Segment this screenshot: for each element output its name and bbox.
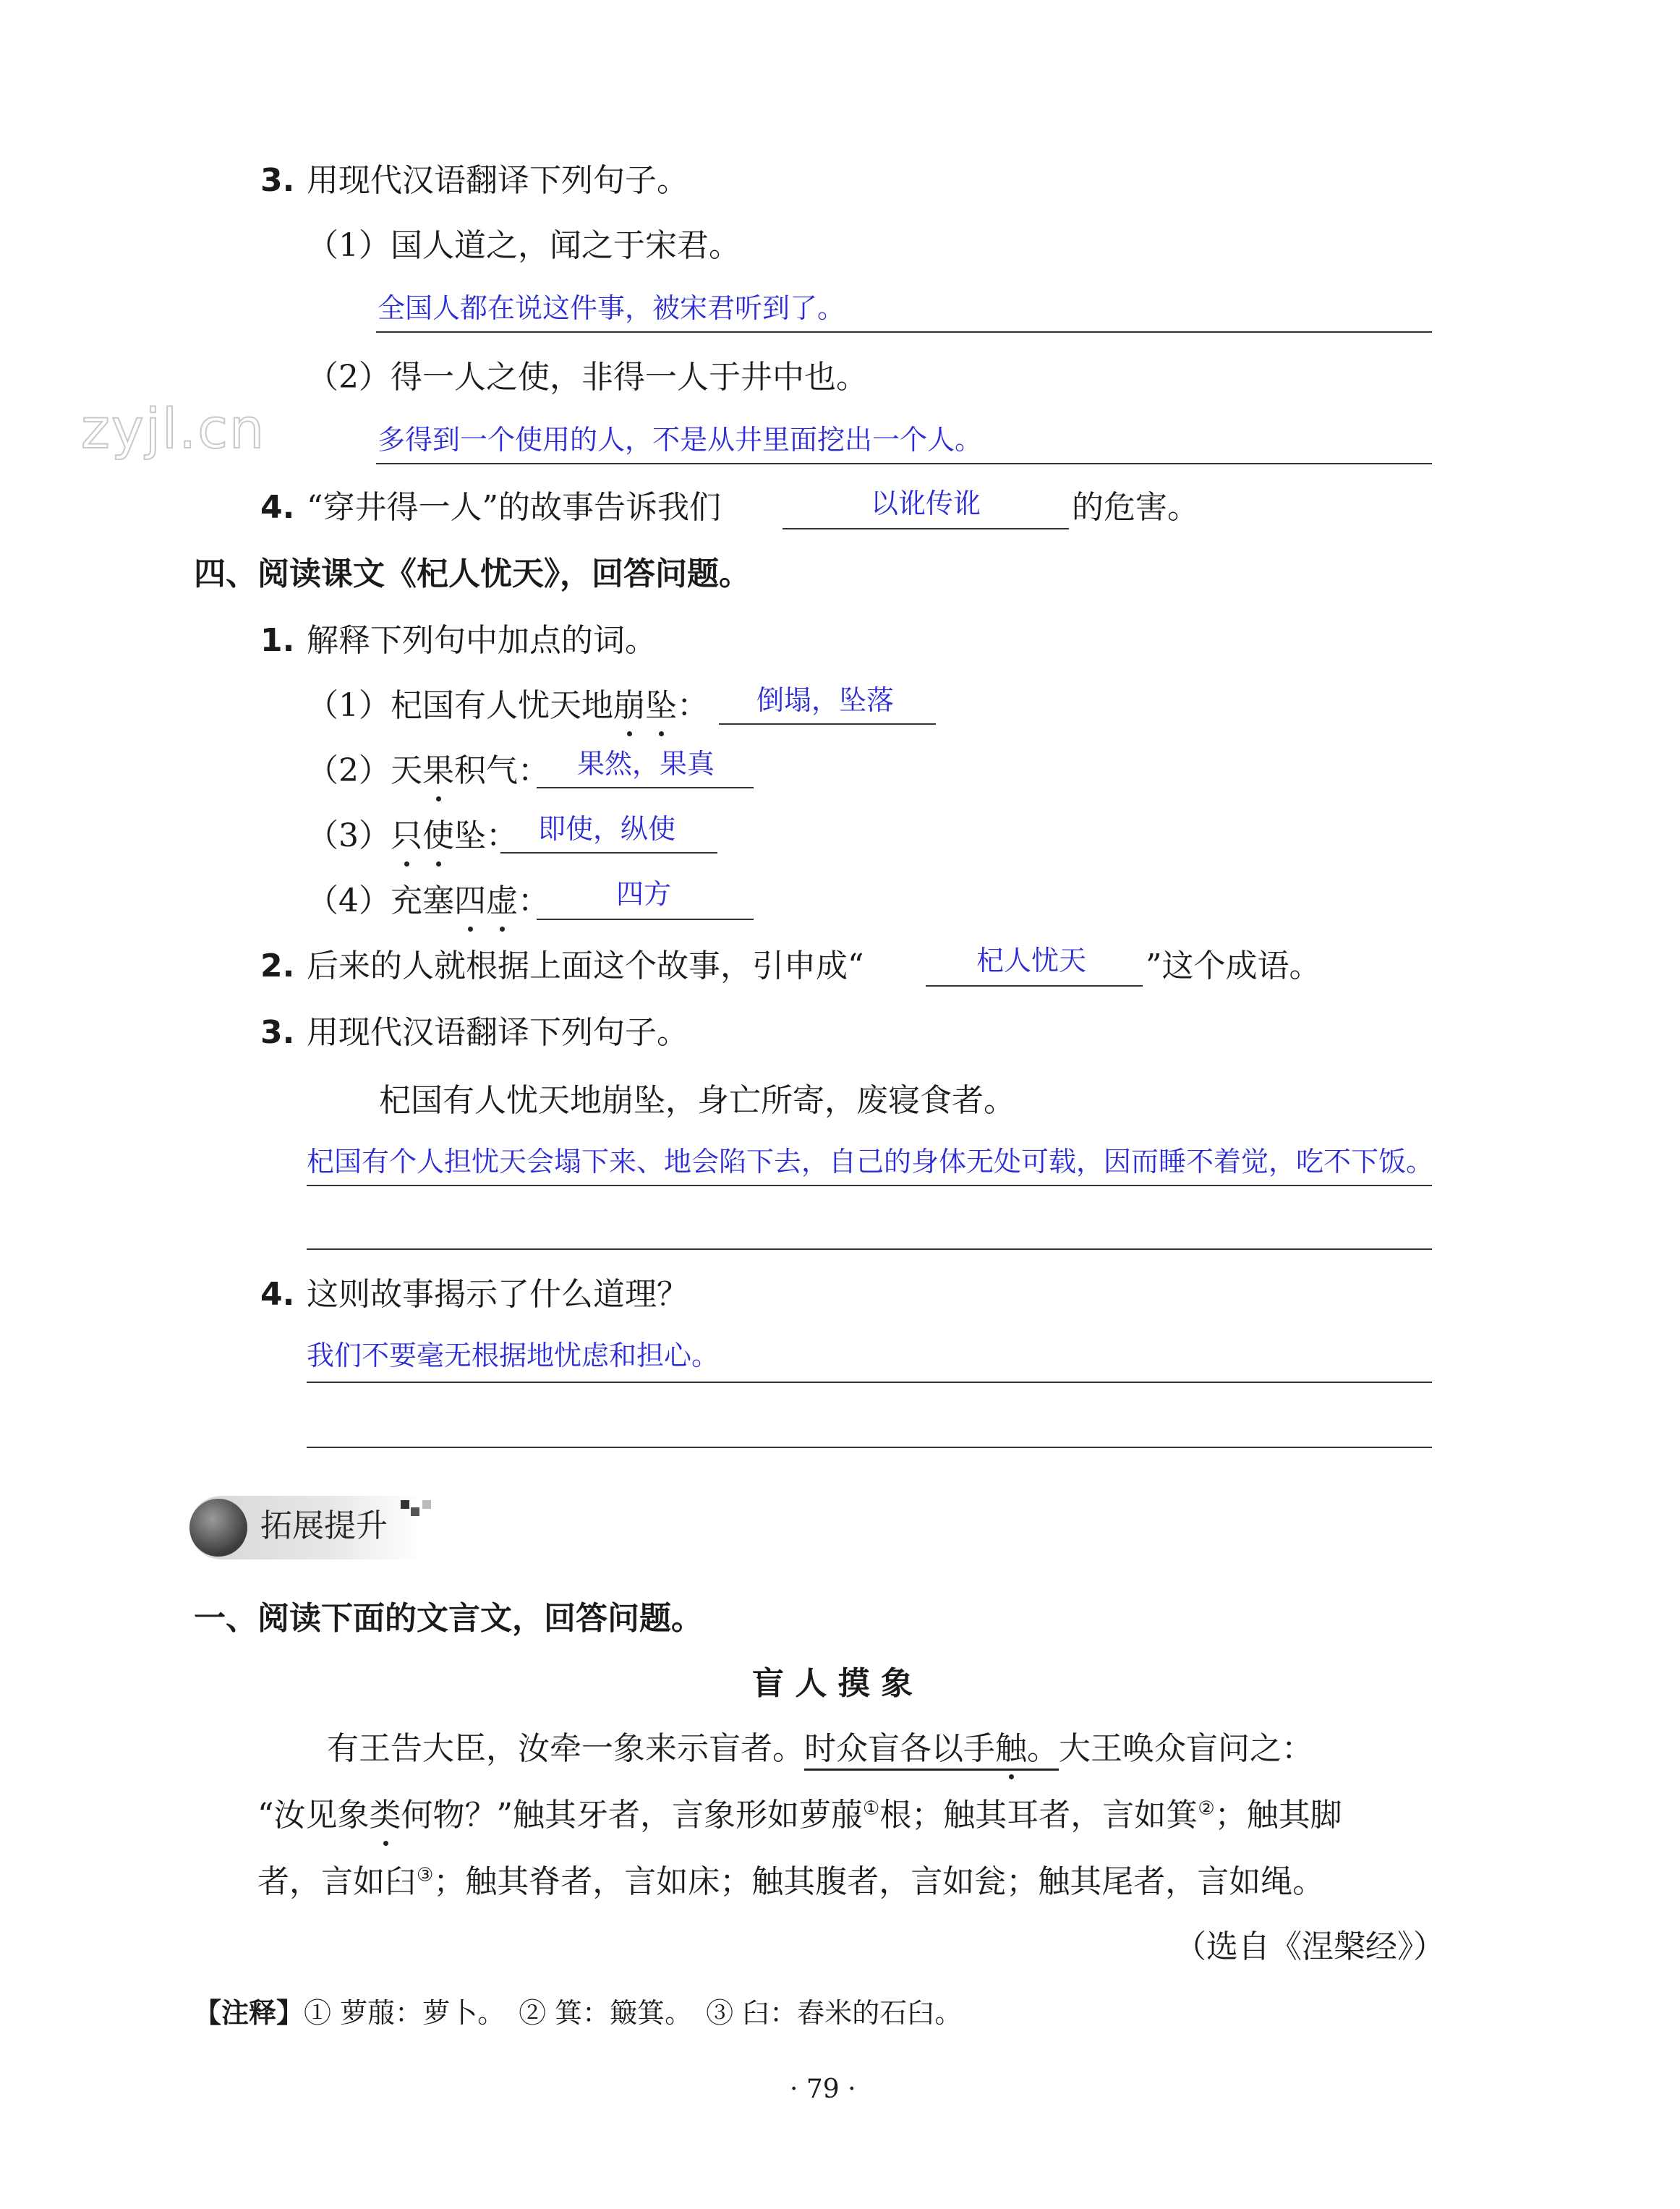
s4-item-2: （2）天果积气： xyxy=(307,751,550,791)
s4-q4-number: 4. xyxy=(260,1276,295,1313)
q4-before: “穿井得一人”的故事告诉我们 xyxy=(307,489,721,526)
watermark: zyjl.cn xyxy=(81,396,266,461)
s4-q2-answer: 杞人忧天 xyxy=(976,945,1087,976)
answer-line xyxy=(926,985,1143,987)
q3-2-answer: 多得到一个使用的人，不是从井里面挖出一个人。 xyxy=(378,424,983,456)
s4-item-2-answer: 果然，果真 xyxy=(577,748,715,780)
q4-after: 的危害。 xyxy=(1072,489,1199,526)
passage-title: 盲 人 摸 象 xyxy=(752,1665,913,1702)
answer-line xyxy=(500,852,717,854)
answer-line xyxy=(307,1185,1432,1186)
answer-line xyxy=(783,528,1069,529)
badge-label: 拓展提升 xyxy=(260,1507,388,1544)
s4-item-1-answer: 倒塌，坠落 xyxy=(756,684,895,716)
s4-item-4-answer: 四方 xyxy=(616,878,672,910)
answer-line xyxy=(376,463,1432,464)
answer-line xyxy=(719,723,936,725)
answer-line xyxy=(537,787,754,788)
s4-q4-text: 这则故事揭示了什么道理？ xyxy=(307,1276,688,1313)
answer-line xyxy=(307,1382,1432,1383)
s4-q3-sentence: 杞国有人忧天地崩坠，身亡所寄，废寝食者。 xyxy=(379,1082,1015,1119)
s4-q3-text: 用现代汉语翻译下列句子。 xyxy=(307,1014,688,1051)
s4-q1-text: 解释下列句中加点的词。 xyxy=(307,622,657,659)
passage-source: （选自《涅槃经》） xyxy=(1174,1928,1445,1965)
extension-badge xyxy=(189,1496,421,1559)
s4-q3-number: 3. xyxy=(260,1014,295,1051)
s4-q3-answer: 杞国有个人担忧天会塌下来、地会陷下去，自己的身体无处可载，因而睡不着觉，吃不下饭。 xyxy=(307,1146,1434,1178)
passage-line-3: 者，言如臼③；触其脊者，言如床；触其腹者，言如瓮；触其尾者，言如绳。 xyxy=(257,1863,1325,1900)
passage-line-2: “汝见象类何物？”触其牙者，言象形如萝菔①根；触其耳者，言如箕②；触其脚 xyxy=(257,1795,1342,1836)
head-icon xyxy=(189,1499,247,1557)
answer-line xyxy=(307,1447,1432,1448)
q3-text: 用现代汉语翻译下列句子。 xyxy=(307,162,688,199)
page-number: · 79 · xyxy=(790,2074,856,2104)
s4-q1-number: 1. xyxy=(260,622,295,659)
q4-number: 4. xyxy=(260,489,295,526)
answer-line xyxy=(307,1248,1432,1250)
s4-item-4: （4）充塞四虚： xyxy=(307,881,550,922)
decor-square xyxy=(422,1500,431,1509)
s4-item-1: （1）杞国有人忧天地崩坠： xyxy=(307,686,709,726)
s4-q2-number: 2. xyxy=(260,948,295,984)
notes: 【注释】① 萝菔：萝卜。 ② 箕：簸箕。 ③ 臼：舂米的石臼。 xyxy=(194,1997,963,2029)
decor-square xyxy=(411,1507,419,1516)
s4-q2-after: ”这个成语。 xyxy=(1146,948,1321,984)
s4-item-3-answer: 即使，纵使 xyxy=(538,813,676,845)
decor-square xyxy=(401,1500,409,1509)
q3-1-label: （1）国人道之，闻之于宋君。 xyxy=(307,227,741,264)
answer-line xyxy=(376,331,1432,333)
passage-line-1: 有王告大臣，汝牵一象来示盲者。时众盲各以手触。大王唤众盲问之： xyxy=(327,1729,1313,1769)
s4-q2-before: 后来的人就根据上面这个故事，引申成“ xyxy=(307,948,864,984)
q3-number: 3. xyxy=(260,162,295,199)
q3-2-label: （2）得一人之使，非得一人于井中也。 xyxy=(307,359,868,396)
s4-item-3: （3）只使坠： xyxy=(307,816,518,856)
s4-q4-answer: 我们不要毫无根据地忧虑和担心。 xyxy=(307,1340,720,1371)
section4-heading: 四、阅读课文《杞人忧天》，回答问题。 xyxy=(194,556,751,592)
extension-heading: 一、阅读下面的文言文，回答问题。 xyxy=(194,1600,703,1637)
answer-line xyxy=(537,919,754,920)
q3-1-answer: 全国人都在说这件事，被宋君听到了。 xyxy=(378,292,845,324)
q4-answer: 以讹传讹 xyxy=(871,488,981,519)
